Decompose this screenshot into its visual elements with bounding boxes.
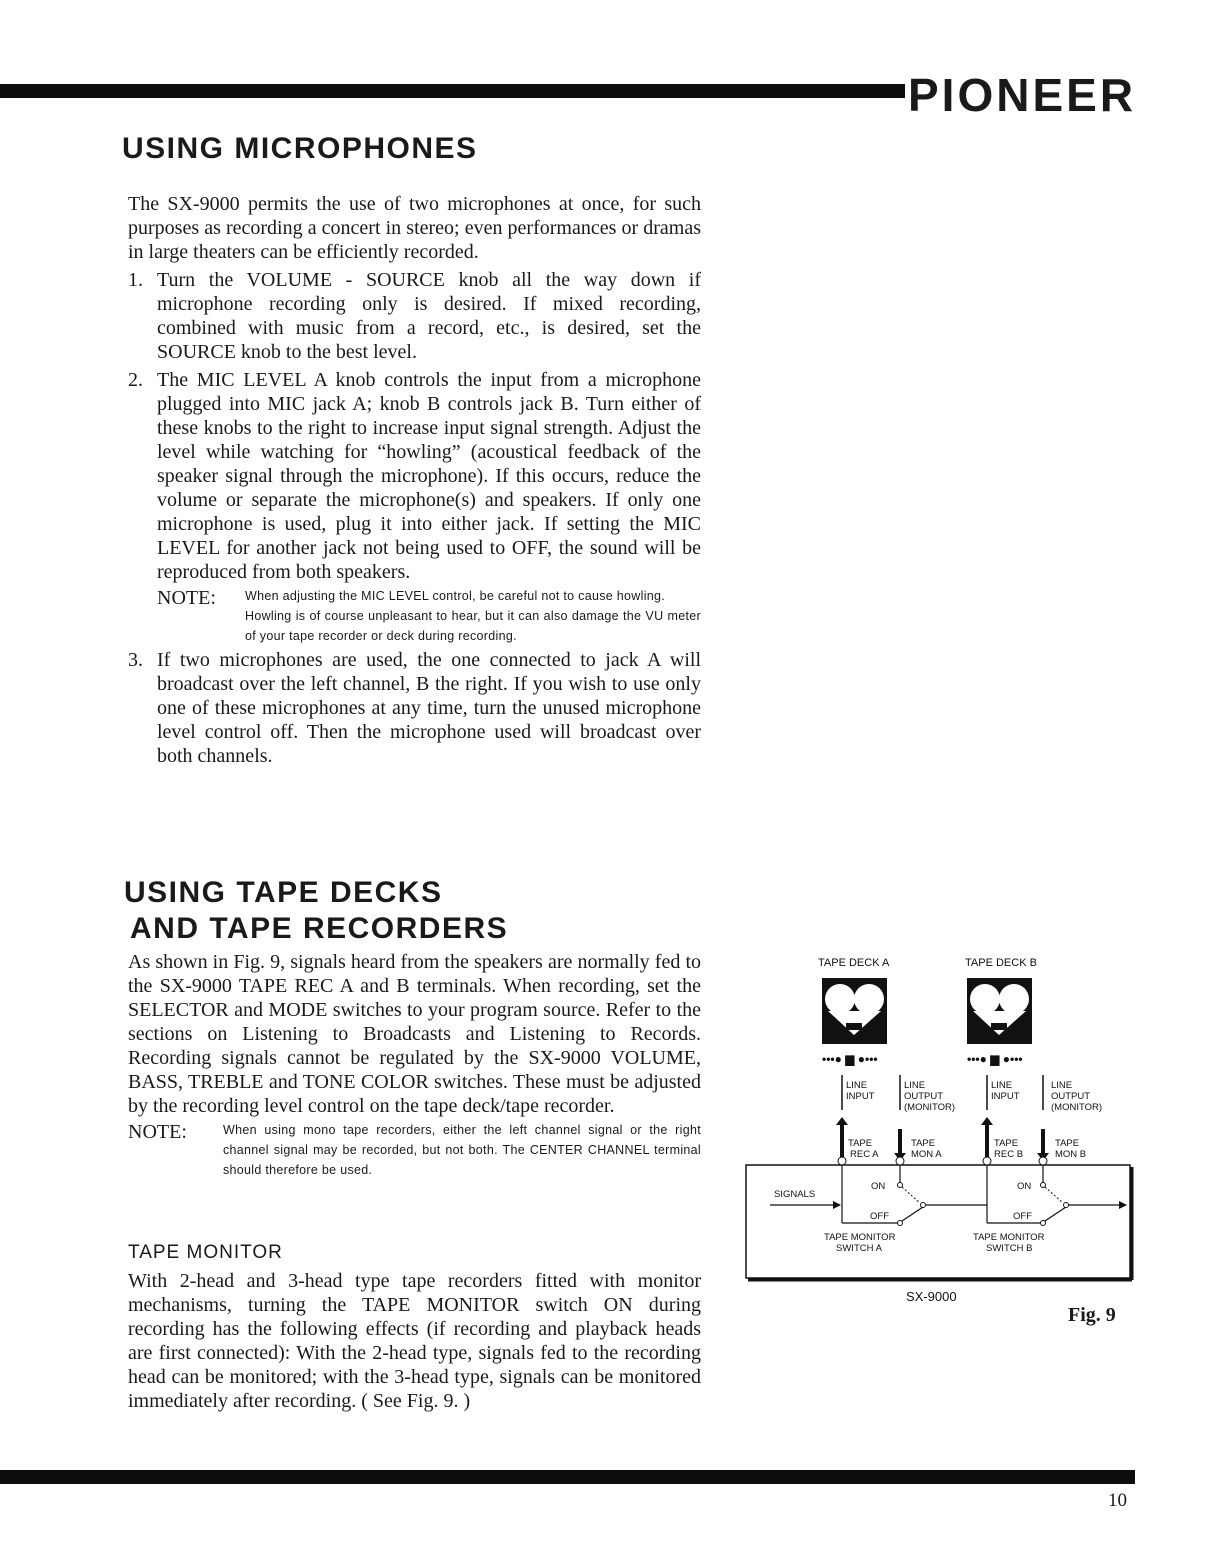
switch-b-on-label: ON (1017, 1181, 1032, 1192)
tape-deck-a-icon (822, 978, 887, 1044)
tape-mon-b-label2: MON B (1055, 1149, 1087, 1160)
tape-rec-a-label2: REC A (850, 1149, 879, 1160)
mic-note-line1: When adjusting the MIC LEVEL control, be careful not to cause howling. (245, 589, 666, 603)
step-3-text: If two microphones are used, the one connected to jack A will broadcast over the left channel, B the right. If you wish to use only one of these microphones at any time, turn the unused microphone level control off. Then the microphone used will broadcast over both channels. (157, 649, 701, 767)
label-tape-deck-a: TAPE DECK A (818, 957, 890, 969)
sx9000-label: SX-9000 (906, 1289, 957, 1304)
step-3 (128, 648, 701, 768)
deck-b-line-input-label: LINE (991, 1080, 1013, 1091)
tape-rec-b-label2: REC B (994, 1149, 1024, 1160)
deck-b-line-output-label: LINE (1051, 1080, 1073, 1091)
sx9000-chassis-box (746, 1165, 1130, 1278)
switch-a-label: SWITCH A (836, 1243, 882, 1254)
tape-mon-a-label2: MON A (911, 1149, 942, 1160)
arrow-down-mon-b (1037, 1129, 1049, 1161)
microphones-steps-cont (128, 648, 701, 768)
step-1 (128, 268, 701, 364)
tape-note-label: NOTE: (128, 1121, 187, 1143)
deck-a-monitor-label: (MONITOR) (904, 1102, 956, 1113)
step-2-number: 2. (128, 369, 143, 391)
deck-b-monitor-label: (MONITOR) (1051, 1102, 1103, 1113)
deck-a-line-output-label: LINE (904, 1080, 926, 1091)
tape-monitor-paragraph: With 2-head and 3-head type tape recorders fitted with monitor mechanisms, turning the TAPE MONITOR switch ON during recording has the following effects (if recording and playback heads are first connected): With the 2-head type, signals fed to the recording head can be monitored; with the 3-head type, signals can be monitored immediately after recording. ( See Fig. 9. ) (128, 1270, 701, 1412)
microphones-steps (128, 268, 701, 584)
switch-b-label: SWITCH B (986, 1243, 1033, 1254)
switch-a-on-label: ON (871, 1181, 886, 1192)
deck-b-line-input-label2: INPUT (991, 1091, 1020, 1102)
deck-a-line-input-label2: INPUT (846, 1091, 875, 1102)
page-number: 10 (1108, 1490, 1127, 1511)
switch-a-off-label: OFF (870, 1211, 889, 1222)
mic-note-label: NOTE: (157, 587, 216, 609)
tape-deck-b-icon (967, 978, 1032, 1044)
deck-a-dots: •••● ▆ ●••• (822, 1052, 878, 1066)
deck-a-line-input-label: LINE (846, 1080, 868, 1091)
subheading-tape-monitor: TAPE MONITOR (128, 1242, 283, 1263)
step-2 (128, 368, 701, 584)
tape-mon-a-label1: TAPE (911, 1138, 936, 1149)
tape-note (128, 1120, 701, 1180)
step-1-text: Turn the VOLUME - SOURCE knob all the way down if microphone recording only is desired. If mixed recording, combined with music from a record, etc., is desired, set the SOURCE knob to the best level. (157, 269, 701, 363)
deck-a-line-output-label2: OUTPUT (904, 1091, 944, 1102)
deck-b-dots: •••● ▆ ●••• (967, 1052, 1023, 1066)
figure-9-diagram (740, 945, 1140, 1304)
heading-using-tape-decks: USING TAPE DECKS (124, 876, 443, 909)
arrow-up-rec-b (981, 1117, 993, 1161)
mic-note-line2: Howling is of course unpleasant to hear, but it can also damage the VU meter of your tape recorder or deck during recording. (245, 609, 701, 643)
tape-rec-a-label1: TAPE (848, 1138, 873, 1149)
switch-b-off-label: OFF (1013, 1211, 1032, 1222)
label-tape-deck-b: TAPE DECK B (965, 957, 1037, 969)
microphones-body (128, 192, 701, 768)
mic-note (157, 586, 701, 646)
microphones-intro: The SX-9000 permits the use of two microphones at once, for such purposes as recording a concert in stereo; even performances or dramas in large theaters can be efficiently recorded. (128, 193, 701, 263)
tape-rec-b-label1: TAPE (994, 1138, 1019, 1149)
arrow-up-rec-a (836, 1117, 848, 1161)
switch-a-title: TAPE MONITOR (824, 1232, 896, 1243)
tape-note-text: When using mono tape recorders, either the left channel signal or the right channel signal may be recorded, but not both. The CENTER CHANNEL terminal should therefore be used. (223, 1123, 701, 1177)
mic-note-body (245, 586, 701, 646)
heading-and-tape-recorders: AND TAPE RECORDERS (130, 912, 509, 945)
tape-monitor-body (128, 1269, 701, 1413)
arrow-down-mon-a (894, 1129, 906, 1161)
tape-paragraph: As shown in Fig. 9, signals heard from the speakers are normally fed to the SX-9000 TAPE REC A and B terminals. When recording, set the SELECTOR and MODE switches to your program source. Refer to the sections on Listening to Broadcasts and Listening to Records. Recording signals cannot be regulated by the SX-9000 VOLUME, BASS, TREBLE and TONE COLOR switches. These must be adjusted by the recording level control on the tape deck/tape recorder. (128, 951, 701, 1117)
tape-mon-b-label1: TAPE (1055, 1138, 1080, 1149)
bottom-rule (0, 1470, 1135, 1484)
step-2-text: The MIC LEVEL A knob controls the input from a microphone plugged into MIC jack A; knob B controls jack B. Turn either of these knobs to the right to increase input signal strength. Adjust the level while watching for “howling” (acoustical feedback of the speaker signal through the microphone). If this occurs, reduce the volume or separate the microphone(s) and speakers. If only one microphone is used, plug it into either jack. If setting the MIC LEVEL for another jack not being used to OFF, the sound will be reproduced from both speakers. (157, 369, 701, 583)
signals-label: SIGNALS (774, 1189, 816, 1200)
top-rule (0, 84, 905, 98)
switch-b-title: TAPE MONITOR (973, 1232, 1045, 1243)
brand-logo: PIONEER (908, 69, 1137, 121)
tape-body (128, 950, 701, 1182)
heading-using-microphones: USING MICROPHONES (122, 132, 478, 165)
step-3-number: 3. (128, 649, 143, 671)
step-1-number: 1. (128, 269, 143, 291)
deck-b-line-output-label2: OUTPUT (1051, 1091, 1091, 1102)
figure-label: Fig. 9 (1068, 1304, 1116, 1326)
